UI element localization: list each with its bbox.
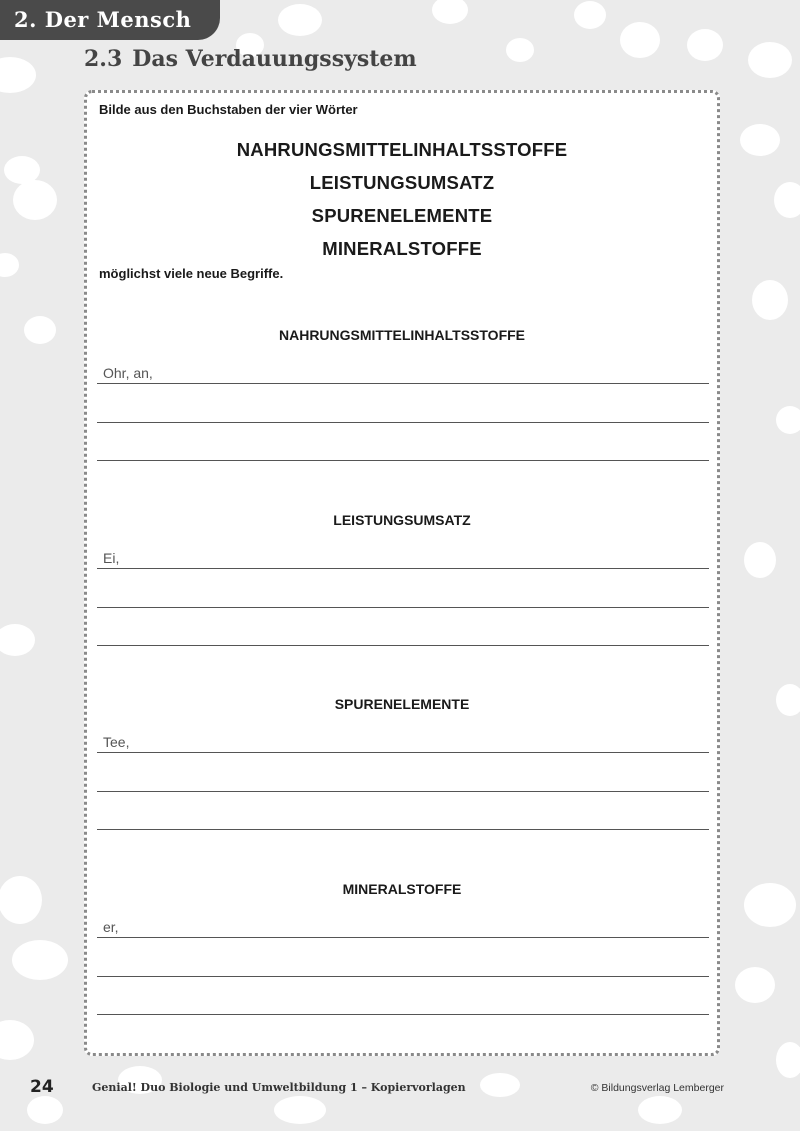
example-answer: er, (103, 919, 119, 935)
book-title: Genial! Duo Biologie und Umweltbildung 1 – Kopiervorlagen (92, 1081, 466, 1094)
section-heading: NAHRUNGSMITTELINHALTSSTOFFE (278, 327, 526, 343)
writing-line[interactable] (97, 995, 709, 1015)
writing-line[interactable] (97, 549, 709, 569)
source-word: SPURENELEMENTE (311, 205, 493, 226)
writing-line[interactable] (97, 957, 709, 977)
source-word-list (87, 133, 717, 265)
writing-line[interactable] (97, 403, 709, 423)
writing-line[interactable] (97, 810, 709, 830)
section-heading: SPURENELEMENTE (334, 696, 470, 712)
writing-line[interactable] (97, 772, 709, 792)
section-number: 2.3 (84, 46, 123, 72)
copyright: © Bildungsverlag Lemberger (590, 1082, 724, 1094)
example-answer: Ohr, an, (103, 365, 153, 381)
source-word: MINERALSTOFFE (322, 238, 482, 259)
example-answer: Ei, (103, 550, 120, 566)
writing-line[interactable] (97, 733, 709, 753)
section-heading: LEISTUNGSUMSATZ (333, 512, 471, 528)
section-title: Das Verdauungssystem (132, 46, 417, 72)
task-intro: Bilde aus den Buchstaben der vier Wörter (99, 102, 358, 117)
source-word: NAHRUNGSMITTELINHALTSSTOFFE (236, 139, 568, 160)
chapter-tab: 2. Der Mensch (0, 0, 220, 40)
task-outro: möglichst viele neue Begriffe. (99, 266, 284, 281)
writing-line[interactable] (97, 626, 709, 646)
page-number: 24 (30, 1077, 54, 1097)
writing-line[interactable] (97, 364, 709, 384)
example-answer: Tee, (103, 734, 130, 750)
worksheet-card (84, 90, 720, 1056)
writing-line[interactable] (97, 918, 709, 938)
section-heading: MINERALSTOFFE (342, 881, 462, 897)
source-word: LEISTUNGSUMSATZ (309, 172, 495, 193)
page-title (84, 46, 417, 72)
writing-line[interactable] (97, 441, 709, 461)
writing-line[interactable] (97, 588, 709, 608)
